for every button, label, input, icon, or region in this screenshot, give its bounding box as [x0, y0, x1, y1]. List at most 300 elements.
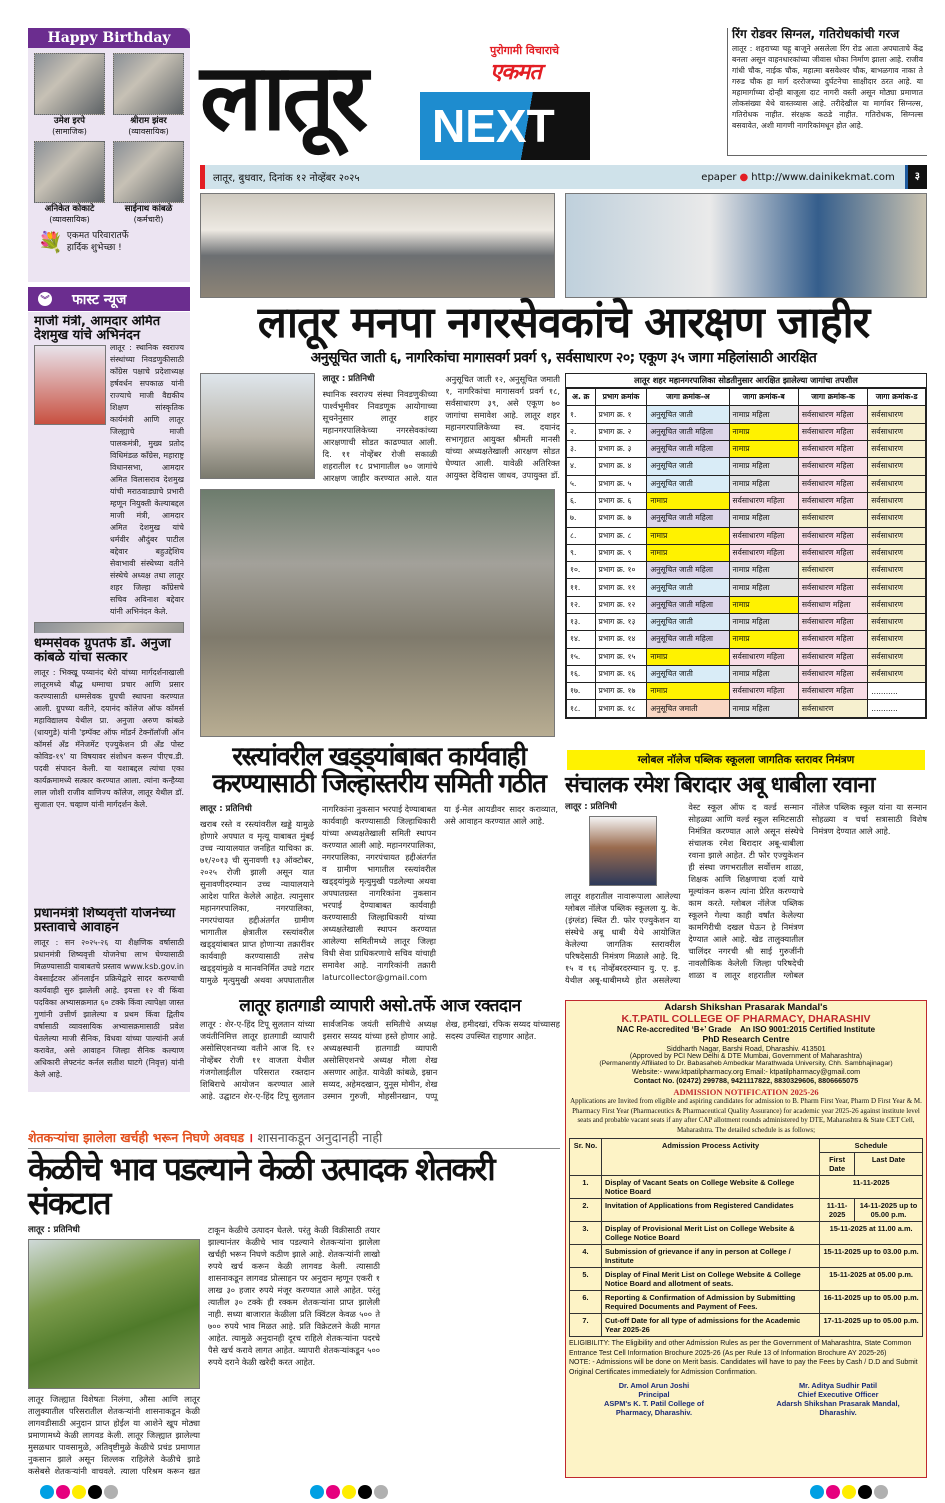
schedule-cell: 11-11-2025 [820, 1176, 923, 1199]
banana-body: लातूर जिल्ह्यात विशेषतः निलंगा, औसा आणि लातूर तालुक्यातील परिसरातील शेतकऱ्यांनी शासनाकडून केळी लागवडीसाठी अनुदान प्राप्त होईल या आशेने खूप मोठ्या प्रमाणामध्ये केळी लागवड केली. लातूर जिल्ह्यात झालेल्या मुसळधार पावसामुळे, अतिवृष्टीमुळे केळीचे प्रचंड प्रमाणात नुकसान झाले असून शिल्लक राहिलेले केळीचे झाडे कसेबसे शेतकऱ्यांनी वाचवले. त्याला परिश्रम करून खत टाकून केळीचे उत्पादन घेतले. परंतु केळी विक्रीसाठी तयार झाल्यानंतर केळीचे भाव पडल्याने शेतकऱ्यांना झालेला खर्चही भरून निघणे कठीण झाले आहे. शेतकऱ्यांनी लाखो रुपये खर्च करून केळी लागवड केली. त्यासाठी शासनाकडून लागवड प्रोत्साहन पर अनुदान म्हणून एकरी १ लाख ३० हजार रुपये मंजूर करण्यात आले आहेत. परंतु त्यातील ३० टक्के ही रक्कम शेतकऱ्यांना प्राप्त झालेली नाही. सध्या बाजारात केळीला प्रति क्विंटल केवळ ५०० ते ७०० रुपये भाव मिळत आहे. प्रति विक्रेटलने केळी मागत आहेत. त्यामुळे अनुदानही दूरच राहिले शेतकऱ्यांना पदरचे पैसे खर्च करावे लागत आहेत. व्यापारी शेतकऱ्यांकडून ५०० रुपये दराने केळी खरेदी करत आहेत. [28, 1225, 380, 1477]
table-row [570, 1291, 923, 1314]
activity-cell: Submission of grievance if any in person at College / Institute [602, 1245, 820, 1268]
registration-dot [326, 1485, 340, 1499]
masthead-title: लातूर [200, 44, 365, 151]
column-header: Last Date [854, 1153, 922, 1176]
ad-approved: (Approved by PCI New Delhi & DTE Mumbai, Government of Maharashtra) [629, 1053, 863, 1060]
table-cell: नामाप्र महिला [729, 458, 798, 475]
table-cell: अनुसूचित जाती महिला [647, 510, 729, 527]
table-cell: नामाप्र [647, 527, 729, 544]
table-cell: प्रभाग क्र. १५ [595, 648, 647, 665]
table-row [570, 1199, 923, 1222]
person-name: अनिकेत कोकाटे [44, 204, 95, 214]
activity-cell: Display of Vacant Seats on College Website & College Notice Board [602, 1176, 820, 1199]
table-row [567, 510, 926, 527]
table-cell: सर्वसाधारण महिला [798, 544, 867, 561]
person-name: श्रीराम झंवर [130, 116, 167, 126]
table-cell: सर्वसाधारण महिला [798, 475, 867, 492]
table-row [567, 544, 926, 561]
bouquet-icon: 💐 [38, 230, 63, 254]
registration-dot [310, 1485, 324, 1499]
table-cell: नामाप्र महिला [729, 562, 798, 579]
person-role: (व्यावसायिक) [128, 127, 169, 136]
table-cell: सर्वसाधारण [868, 527, 926, 544]
registration-dot [826, 1485, 840, 1499]
news-headline: धम्मसेवक ग्रुपतर्फे डॉ. अनुजा कांबळे यांचा सत्कार [34, 637, 171, 665]
ad-notice-title: ADMISSION NOTIFICATION 2025-26 [673, 1087, 819, 1097]
registration-dot [842, 1485, 856, 1499]
sr-cell: 3. [570, 1222, 602, 1245]
fast-news-item [34, 907, 184, 1081]
table-cell: सर्वसाधारण [798, 562, 867, 579]
sr-cell: 2. [570, 1199, 602, 1222]
table-row [567, 441, 926, 458]
table-cell: सर्वसाधारण [868, 510, 926, 527]
sr-cell: 6. [570, 1291, 602, 1314]
signature-line: Chief Executive Officer [797, 1390, 879, 1399]
table-cell: १४. [567, 631, 596, 648]
dateline-bar [200, 165, 927, 189]
page-number: ३ [905, 165, 927, 189]
table-cell: सर्वसाधारण [798, 700, 867, 717]
table-cell: सर्वसाधारण [798, 510, 867, 527]
news-body: लातूर : सन २०२५-२६ या शैक्षणिक वर्षासाठी प्रधानमंत्री शिष्यवृत्ती योजनेचा लाभ घेण्यासाठी मिळण्यासाठी याबाबतचे प्रस्ताव www.ksb.gov.in वेबसाईटवर ऑनलाईन प्रक्रियेद्वारे सादर करण्याची कार्यवाही सुरु झालेली आहे. इयत्ता १२ वी किंवा पदविका अभ्यासक्रमात ६० टक्के किंवा त्यापेक्षा जास्त गुणांनी उत्तीर्ण झालेल्या व प्रथम किंवा द्वितीय वर्षासाठी व्यावसायिक अभ्यासक्रमासाठी प्रवेश घेतलेल्या माजी सैनिक, विधवा यांच्या पाल्यांनी अर्ज करावेत, असे आवाहन जिल्हा सैनिक कल्याण अधिकारी लेफ्टनंट कर्नल सतीश घाटगे (निवृत्त) यांनी केले आहे. [34, 938, 184, 1080]
lead-article [200, 373, 560, 485]
birthday-person [113, 53, 184, 137]
signature-line: ASPM's K. T. Patil College of [604, 1399, 704, 1408]
table-cell: प्रभाग क्र. १२ [595, 596, 647, 613]
lead-column [200, 373, 560, 737]
table-row [567, 700, 926, 717]
table-cell: नामाप्र महिला [729, 665, 798, 682]
potholed-road-photo [200, 489, 555, 737]
person-photo [113, 141, 184, 203]
schedule-cell: 15-11-2025 up to 03.00 p.m. [820, 1245, 923, 1268]
table-cell: नामाप्र [647, 492, 729, 509]
table-cell: प्रभाग क्र. ४ [595, 458, 647, 475]
activity-cell: Cut-off Date for all type of admissions for the Academic Year 2025-26 [602, 1314, 820, 1337]
table-cell: प्रभाग क्र. १४ [595, 631, 647, 648]
table-cell: प्रभाग क्र. १३ [595, 614, 647, 631]
kicker-red: शेतकऱ्यांचा झालेला खर्चही भरून निघणे अवघड [28, 1130, 245, 1145]
table-cell: ७. [567, 510, 596, 527]
fast-news-item [34, 637, 184, 907]
news-headline: प्रधानमंत्री शिष्यवृत्ती योजनेच्या प्रस्तावाचे आवाहन [34, 907, 176, 935]
schedule-cell: 17-11-2025 up to 05.00 p.m. [820, 1314, 923, 1337]
next-text: NEXT [432, 100, 555, 152]
wish-line: एकमत परिवारातर्फे [66, 231, 129, 241]
brand-logo: एकमत [490, 60, 541, 85]
registration-dot [88, 1485, 102, 1499]
next-logo [420, 92, 590, 160]
birthday-person [34, 53, 105, 137]
person-name: साईनाथ कांबळे [124, 204, 173, 214]
table-row [567, 683, 926, 700]
table-cell: अनुसूचित जाती महिला [647, 596, 729, 613]
signature-line: Dr. Amol Arun Joshi [618, 1381, 690, 1390]
table-cell: सर्वसाधारण महिला [798, 406, 867, 423]
table-cell: १७. [567, 683, 596, 700]
top-story-body: लातूर : शहराच्या चहू बाजूने असलेला रिंग रोड आता अपघाताचे केंद्र बनला असून वाहनधारकांच्या जीवास धोका निर्माण झाला आहे. राजीव गांधी चौक, नाईक चौक, महात्मा बसवेश्वर चौक, बाभळगाव नाका ते गरुड चौक हा मार्ग दररोजच्या दुर्घटनेचा साक्षीदार ठरत आहे. या महामार्गाच्या दोन्ही बाजूला दाट नागरी वस्ती असून मोठ्या प्रमाणात लोकसंख्या येथे वास्तव्यास आहे. तरीदेखील या मार्गावर सिग्नल्स, गतिरोधक नाहीत. संरक्षक कठडे नाहीत. गतिरोधक, सिग्नल्स बसवावेत, अशी मागणी नागरिकांमधून होत आहे. [732, 43, 923, 130]
table-cell: सर्वसाधारण [868, 475, 926, 492]
person-name: उमेश इरपे [54, 116, 85, 126]
roads-section [200, 744, 558, 992]
fast-news-title: फास्ट न्यूज [72, 291, 127, 308]
table-cell: सर्वसाधारण [868, 631, 926, 648]
table-cell: अनुसूचित जाती [647, 614, 729, 631]
school-body: लातूर शहरातील नावारूपाला आलेल्या ग्लोबल नॉलेज पब्लिक स्कूलला यु. के. (इंग्लंड) स्थित टी. फोर एज्युकेशन या संस्थेचे अबू धाबी येथे आयोजित केलेल्या जागतिक स्तरावरील परिषदेसाठी निमंत्रण मिळाले आहे. दि. १५ व १६ नोव्हेंबरदरम्यान यु. ए. इ. येथील अबू-धाबीमध्ये होत असलेल्या वेस्ट स्कूल ऑफ द वर्ल्ड सन्मान सोहळ्या आणि वर्ल्ड स्कूल समिटसाठी निमंत्रित करण्यात आले असून संस्थेचे संचालक रमेश बिरादार अबू-धाबीला रवाना झाले आहेत. टी फोर एज्युकेशन ही संस्था जगभरातील सर्वोत्तम शाळा, शिक्षक आणि शिक्षणाचा दर्जा याचे मूल्यांकन करून त्यांना प्रेरित करण्याचे काम करते. ग्लोबल नॉलेज पब्लिक स्कूलने गेल्या काही वर्षांत केलेल्या कामगिरीची दखल घेऊन हे निमंत्रण देण्यात आले आहे. खेड तालुक्यातील चालिंदर नगरची श्री साई गुरुजींनी नावलौकिक केलेली जिल्हा परिषदेची शाळा व लातूर शहरातील ग्लोबल नॉलेज पब्लिक स्कूल यांना या सन्मान सोहळ्या व चर्चा सत्रासाठी विशेष निमंत्रण देण्यात आले आहे. [565, 802, 927, 986]
reservation-table [566, 388, 926, 718]
table-cell: प्रभाग क्र. १७ [595, 683, 647, 700]
table-cell: सर्वसाधारण महिला [798, 631, 867, 648]
table-cell: सर्वसाधारण [868, 562, 926, 579]
epaper-label: epaper [701, 171, 737, 183]
table-row [567, 596, 926, 613]
table-cell: प्रभाग क्र. ३ [595, 441, 647, 458]
fast-news-header [28, 287, 190, 311]
table-cell: नामाप्र [647, 544, 729, 561]
first-date-cell: 11-11-2025 [820, 1199, 855, 1222]
activity-cell: Invitation of Applications from Registered Candidates [602, 1199, 820, 1222]
table-cell: ९. [567, 544, 596, 561]
sr-cell: 1. [570, 1176, 602, 1199]
table-row [567, 492, 926, 509]
table-cell: १२. [567, 596, 596, 613]
meeting-photo [200, 193, 555, 298]
table-cell: सर्वसाधारण महिला [798, 579, 867, 596]
table-cell: प्रभाग क्र. १८ [595, 700, 647, 717]
table-cell: अनुसूचित जाती महिला [647, 423, 729, 440]
table-cell: सर्वसाधारण [868, 423, 926, 440]
column-header: जागा क्रमांक-अ [647, 389, 729, 406]
table-cell: सर्वसाधारण महिला [798, 665, 867, 682]
news-headline: माजी मंत्री, आमदार अमित देशमुख यांचे अभिनंदन [34, 315, 161, 343]
table-cell: अनुसूचित जाती [647, 458, 729, 475]
table-cell: सर्वसाधारण [868, 544, 926, 561]
banana-kicker [28, 1130, 560, 1149]
person-photo [34, 141, 105, 203]
blood-article: लातूर : शेर-ए-हिंद टिपू सुलतान यांच्या जयंतीनिमित्त लातूर हातगाडी व्यापारी असोसिएशनच्या वतीने आज दि. १२ नोव्हेंबर रोजी ११ वाजता येथील गंजगोलाईतील परिसरात रक्तदान शिबिराचे आयोजन करण्यात आले आहे. उद्घाटन शेर-ए-हिंद टिपू सुलतान सार्वजनिक जयंती समितीचे अध्यक्ष इसरार सय्यद यांच्या हस्ते होणार आहे. अध्यक्षस्थानी हातगाडी व्यापारी असोसिएशनचे अध्यक्ष मौला शेख असणार आहेत. यावेळी कांबळे, इम्रान सय्यद, अहेमदखान, युनूस मोमीन, शेख उस्मान गुरुजी, मोहसीनखान, पप्पू शेख, हमीदखां, रफिक सय्यद यांच्यासह सदस्य उपस्थित राहणार आहेत. [200, 1018, 560, 1101]
table-cell: नामाप्र [729, 631, 798, 648]
table-row [570, 1314, 923, 1337]
table-cell: प्रभाग क्र. ५ [595, 475, 647, 492]
sr-cell: 4. [570, 1245, 602, 1268]
table-cell: सर्वसाधारण [868, 441, 926, 458]
ad-org: Adarsh Shikshan Prasarak Mandal's [664, 1002, 828, 1013]
table-cell: नामाप्र [729, 441, 798, 458]
schedule-cell: 15-11-2025 at 11.00 a.m. [820, 1222, 923, 1245]
roads-headline: रस्त्यांवरील खड्ड्यांबाबत कार्यवाही करण्यासाठी जिल्हास्तरीय समिती गठीत [212, 742, 546, 800]
wish-line: हार्दिक शुभेच्छा ! [66, 243, 122, 253]
blood-headline: लातूर हातगाडी व्यापारी असो.तर्फे आज रक्तदान [239, 996, 521, 1016]
lead-headline: लातूर मनपा नगरसेवकांचे आरक्षण जाहीर [257, 298, 870, 348]
column-header: First Date [820, 1153, 855, 1176]
ad-phd: PhD Research Centre [702, 1034, 790, 1044]
school-article [565, 801, 927, 992]
table-cell: १३. [567, 614, 596, 631]
lead-section [200, 298, 927, 737]
signature-line: Dharashiv. [819, 1408, 857, 1417]
activity-cell: Display of Provisional Merit List on College Website & College Notice Board [602, 1222, 820, 1245]
table-cell: सर्वसाधारण महिला [798, 458, 867, 475]
table-cell: १०. [567, 562, 596, 579]
print-registration-marks [310, 1484, 390, 1503]
fast-news-item [34, 315, 184, 633]
column-header: Sr. No. [570, 1139, 602, 1176]
table-cell: ४. [567, 458, 596, 475]
director-photo [589, 816, 657, 886]
activity-cell: Reporting & Confirmation of Admission by Submitting Required Documents and Payment of Fees. [602, 1291, 820, 1314]
print-registration-marks [40, 1484, 120, 1503]
table-cell: सर्वसाधारण महिला [729, 544, 798, 561]
banana-article [28, 1224, 560, 1478]
birthday-person [113, 141, 184, 225]
registration-dot [374, 1485, 388, 1499]
table-cell: सर्वसाधारण महिला [798, 492, 867, 509]
person-role: (व्यावसायिक) [49, 215, 90, 224]
ceo-signature [753, 1381, 923, 1417]
table-cell: सर्वसाधाण महिला [798, 596, 867, 613]
byline: लातूर : प्रतिनिधी [200, 803, 252, 814]
table-row [570, 1222, 923, 1245]
table-cell: सर्वसाधारण [868, 406, 926, 423]
table-cell: नामाप्र महिला [729, 406, 798, 423]
roads-article [200, 803, 558, 992]
table-cell: नामाप्र [729, 423, 798, 440]
kicker-separator: । [248, 1130, 254, 1145]
registration-dot [342, 1485, 356, 1499]
table-row [567, 665, 926, 682]
table-cell: सर्वसाधारण [868, 596, 926, 613]
print-registration-marks [810, 1484, 890, 1503]
table-row [567, 614, 926, 631]
news-body: लातूर : स्थानिक स्वराज्य संस्थांच्या निवडणुकीसाठी काँग्रेस पक्षाचे प्रदेशाध्यक्ष हर्षवर्धन सपकाळ यांनी राज्याचे माजी वैद्यकीय शिक्षण सांस्कृतिक कार्यमंत्री आणि लातूर जिल्ह्याचे माजी पालकमंत्री, मुख्य प्रतोद विधिमंडळ काँग्रेस, महाराष्ट्र विधानसभा, आमदार अमित विलासराव देशमुख यांची मराठवाड्याचे प्रभारी म्हणून नियुक्ती केल्याबद्दल माजी मंत्री, आमदार अमित देशमुख यांचे धर्मवीर औदुंबर पाटील बद्देवार बहुउद्देशिय सेवाभावी संस्थेच्या वतीने संस्थेचे अध्यक्ष तथा लातूर शहर जिल्हा काँग्रेसचे सचिव अविनाश बद्देवार यांनी अभिनंदन केले. [110, 343, 184, 617]
byline: लातूर : प्रतिनिधी [565, 802, 617, 813]
principal-signature [569, 1381, 739, 1417]
registration-dot [358, 1485, 372, 1499]
signature-line: Pharmacy, Dharashiv. [615, 1408, 693, 1417]
birthday-title: Happy Birthday [28, 28, 190, 48]
roads-body: खराब रस्ते व रस्त्यांवरील खड्डे यामुळे होणारे अपघात व मृत्यू याबाबत मुंबई उच्च न्यायालयात जनहित याचिका क्र. ७१/२०१३ ची सुनावणी १३ ऑक्टोबर, २०२५ रोजी झाली असून यात सुनावणीदरम्यान उच्च न्यायालयाने आदेश पारित केलेले आहेत. त्यानुसार महानगरपालिका, नगरपालिका, नगरपंचायत हद्दीअंतर्गत ग्रामीण भागातील क्षेत्रातील रस्त्यांवरील खड्ड्यांबाबत प्राप्त होणाऱ्या तक्रारींवर कार्यवाही करण्यासाठी तसेच खड्ड्यांमुळे व मानवनिर्मित उघडे गटार यामुळे मृत्युमुखी अथवा अपघातातील नागरिकांना नुकसान भरपाई देण्याबाबत कार्यवाही करण्यासाठी जिल्हाधिकारी यांच्या अध्यक्षतेखाली समिती स्थापन करण्यात आली आहे. महानगरपालिका, नगरपालिका, नगरपंचायत हद्दीअंतर्गत व ग्रामीण भागातील रस्त्यांवरील खड्ड्यांमुळे मृत्युमुखी पडलेल्या अथवा अपघातग्रस्त नागरिकांना नुकसान भरपाई देण्याबाबत कार्यवाही करण्यासाठी जिल्हाधिकारी यांच्या अध्यक्षतेखाली स्थापन करण्यात आलेल्या समितीमध्ये लातूर जिल्हा विधी सेवा प्राधिकरणाचे सचिव यांचाही समावेश आहे. नागरिकांनी तक्रारी laturcollector@gmail.com या ई-मेल आयडीवर सादर कराव्यात, असे आवाहन करण्यात आले आहे. [200, 803, 558, 985]
table-row [567, 562, 926, 579]
birthday-person [34, 141, 105, 225]
kicker-grey: शासनाकडून अनुदानही नाही [257, 1130, 383, 1145]
table-cell: सर्वसाधारण [868, 665, 926, 682]
table-cell: १८. [567, 700, 596, 717]
ad-note: NOTE: - Admissions will be done on Merit basis. Candidates will have to pay the Fees by Cash / D.D and Submit Original Certificates immediately for Admission Confirmation. [569, 1359, 918, 1376]
registration-dot [56, 1485, 70, 1499]
table-cell: ८. [567, 527, 596, 544]
table-row [570, 1245, 923, 1268]
table-cell: अनुसूचित जाती [647, 579, 729, 596]
ad-eligibility: ELIGIBILITY: The Eligibility and other Admission Rules as per the Government of Maharashtra, State Common Entrance Test Cell Information Brochure 2025-26 (As per Rule 13 of Information Brochure AY 2025-26) [569, 1340, 912, 1357]
person-photo [34, 53, 105, 115]
table-cell: सर्वसाधारण महिला [798, 683, 867, 700]
reservation-table-title: लातूर शहर महानगरपालिका सोडतीनुसार आरक्षित झालेल्या जागांचा तपशील [566, 374, 926, 388]
banana-headline: केळीचे भाव पडल्याने केळी उत्पादक शेतकरी संकटात [28, 1150, 494, 1222]
column-header: जागा क्रमांक-ड [868, 389, 926, 406]
table-header-row [567, 389, 926, 406]
table-cell: ३. [567, 441, 596, 458]
table-cell: ५. [567, 475, 596, 492]
table-cell: नामाप्र महिला [729, 700, 798, 717]
table-cell: नामाप्र महिला [729, 510, 798, 527]
sr-cell: 5. [570, 1268, 602, 1291]
table-cell: सर्वसाधारण महिला [729, 492, 798, 509]
byline: लातूर : प्रतिनिधी [322, 374, 375, 385]
ad-affiliated: (Permanently Affiliated to Dr. Babasaheb Ambedkar Marathwada University, Chh. Sambhajinagar) [599, 1060, 893, 1067]
table-cell: नामाप्र महिला [729, 475, 798, 492]
table-cell: सर्वसाधारण महिला [729, 648, 798, 665]
table-cell: सर्वसाधारण [868, 458, 926, 475]
person-role: (कर्मचारी) [133, 215, 164, 224]
table-cell: १६. [567, 665, 596, 682]
table-row [570, 1176, 923, 1199]
municipal-building-photo [200, 373, 315, 479]
table-row [567, 527, 926, 544]
table-cell: ११. [567, 579, 596, 596]
fast-news-list [28, 312, 190, 1092]
top-story-headline: रिंग रोडवर सिग्नल, गतिरोधकांची गरज [732, 27, 900, 41]
ad-contact: Contact No. (02472) 299788, 9421117822, 8830329606, 8806665075 [633, 1076, 859, 1085]
table-cell: ........... [868, 700, 926, 717]
table-cell: नामाप्र महिला [729, 614, 798, 631]
table-cell: सर्वसाधारण महिला [729, 683, 798, 700]
table-cell: सर्वसाधारण [868, 579, 926, 596]
banana-section [28, 1130, 560, 1478]
table-cell: सर्वसाधारण महिला [729, 527, 798, 544]
table-cell: अनुसूचित जाती महिला [647, 562, 729, 579]
lottery-draw-photo [565, 193, 927, 298]
table-cell: प्रभाग क्र. २ [595, 423, 647, 440]
registration-dot [810, 1485, 824, 1499]
table-cell: नामाप्र [647, 683, 729, 700]
table-cell: प्रभाग क्र. १० [595, 562, 647, 579]
column-header: अ. क्र [567, 389, 596, 406]
table-cell: प्रभाग क्र. ७ [595, 510, 647, 527]
person-photo [113, 53, 184, 115]
column-header: Admission Process Activity [602, 1139, 820, 1176]
table-row [567, 458, 926, 475]
lead-subhead: अनुसूचित जाती ६, नागरिकांचा मागासवर्ग प्रवर्ग ९, सर्वसाधारण २०; एकूण ३५ जागा महिलांसाठी आरक्षित [310, 350, 817, 367]
college-admission-ad [565, 1000, 927, 1478]
table-cell: १. [567, 406, 596, 423]
byline: लातूर : प्रतिनिधी [28, 1225, 80, 1236]
news-body: लातूर : भिक्खू पय्यानंद थेरो यांच्या मार्गदर्शनाखाली लातूरमध्ये बौद्ध धम्माचा प्रचार आणि प्रसार करण्यासाठी धम्मसेवक ग्रुपची स्थापना करण्यात आली. ग्रुपच्या वतीने, दयानंद कॉलेज ऑफ कॉमर्स महाविद्यालय येथील प्रा. अनुजा अरुण कांबळे (धायगुडे) यांनी 'इम्पॅक्ट ऑफ मॉडर्न टेक्नॉलॉजी ऑन कॉमर्स अँड मॅनेजमेंट एज्युकेशन प्री अँड पोस्ट कोविड-१९' या विषयावर संशोधन करून पीएच.डी. पदवी संपादन केली. या यशाबद्दल त्यांचा एका कार्यक्रमामध्ये सत्कार करण्यात आला. त्यांना कन्हैय्या लाल जोशी राजीव वाणिज्य कॉलेज, लातूर येथील डॉ. सुजाता एन. चव्हाण यांनी मार्गदर्शन केले. [34, 668, 184, 810]
blood-section [200, 998, 560, 1110]
table-cell: प्रभाग क्र. ११ [595, 579, 647, 596]
registration-dot [858, 1485, 872, 1499]
signature-line: Adarsh Shikshan Prasarak Mandal, [776, 1399, 900, 1408]
table-cell: प्रभाग क्र. ८ [595, 527, 647, 544]
signature-line: Principal [638, 1390, 670, 1399]
chevron-down-icon: ︾ [38, 292, 52, 306]
table-row [567, 648, 926, 665]
table-row [570, 1268, 923, 1291]
registration-dot [104, 1485, 118, 1499]
ad-college: K.T.PATIL COLLEGE OF PHARMACY, DHARASHIV [621, 1013, 871, 1025]
ad-website[interactable]: Website:- www.ktpatilpharmacy.org Email:- ktpatilpharmacy@gmail.com [631, 1067, 861, 1076]
signature-line: Mr. Aditya Sudhir Patil [798, 1381, 878, 1390]
sr-cell: 7. [570, 1314, 602, 1337]
portrait-photo [34, 345, 106, 425]
table-cell: अनुसूचित जाती महिला [647, 441, 729, 458]
registration-dot [40, 1485, 54, 1499]
registration-dot [874, 1485, 888, 1499]
birthday-box [28, 28, 190, 282]
last-date-cell: 14-11-2025 up to 05.00 p.m. [854, 1199, 922, 1222]
table-cell: प्रभाग क्र. ९ [595, 544, 647, 561]
table-cell: सर्वसाधारण महिला [798, 614, 867, 631]
activity-cell: Display of Final Merit List on College Website & College Notice Board and allotment of seats. [602, 1268, 820, 1291]
table-row [567, 579, 926, 596]
table-row [567, 406, 926, 423]
table-cell: अनुसूचित जमाती [647, 700, 729, 717]
table-cell: सर्वसाधारण महिला [798, 648, 867, 665]
table-cell: नामाप्र महिला [729, 579, 798, 596]
lead-body: स्थानिक स्वराज्य संस्था निवडणुकीच्या पार्श्वभूमीवर निवडणूक आयोगाच्या सूचनेनुसार लातूर शहर महानगरपालिकेच्या नगरसेवकांच्या आरक्षणाची सोडत काढण्यात आली. दि. ११ नोव्हेंबर रोजी सकाळी शहरातील १८ प्रभागातील ७० जागांचे आरक्षण जाहीर करण्यात आले. यात अनुसूचित जाती १२, अनुसूचित जमाती १, नागरिकांचा मागासवर्ग प्रवर्ग १८, सर्वसाधारण ३९, असे एकूण ७० जागांचा समावेश आहे. लातूर शहर महानगरपालिकेच्या स्व. दयानंद सभागृहात आयुक्त श्रीमती मानसी यांच्या अध्यक्षतेखाली आरक्षण सोडत घेण्यात आली. यावेळी अतिरिक्त आयुक्त देविदास जाधव, उपायुक्त डॉ. [322, 374, 560, 484]
banana-plantation-photo [28, 1239, 200, 1389]
registration-dot [72, 1485, 86, 1499]
table-cell: नामाप्र [647, 648, 729, 665]
table-cell: अनुसूचित जाती [647, 406, 729, 423]
table-cell: सर्वसाधारण महिला [798, 441, 867, 458]
admission-schedule-table [569, 1138, 923, 1337]
table-cell: नामाप्र [729, 596, 798, 613]
table-row [567, 631, 926, 648]
ad-intro: Applications are Invited from eligible and aspiring candidates for admission to B. Pharm First Year, Pharm D First Year & M. Pharmacy First Year (Pharmaceutics & Pharmaceutical Quality Assurance) for academic year 2025-26 against institute level seats and probable vacant seats if any after CAP allotment rounds administered by DTE, Maharashtra & State CET Cell, Maharashtra. The detailed schedule is as follows; [570, 1097, 922, 1134]
table-cell: सर्वसाधारण [868, 492, 926, 509]
schedule-cell: 15-11-2025 at 05.00 p.m. [820, 1268, 923, 1291]
birthday-grid [28, 48, 190, 230]
table-row [567, 475, 926, 492]
globe-icon: ● [739, 171, 749, 183]
table-cell: सर्वसाधारण महिला [798, 527, 867, 544]
table-cell: अनुसूचित जाती [647, 665, 729, 682]
top-story [727, 28, 927, 156]
website-link[interactable]: http://www.dainikekmat.com [751, 171, 895, 183]
column-header: जागा क्रमांक-ब [729, 389, 798, 406]
school-banner: ग्लोबल नॉलेज पब्लिक स्कूलला जागतिक स्तरावर निमंत्रण [567, 750, 925, 770]
table-cell: प्रभाग क्र. १ [595, 406, 647, 423]
table-cell: सर्वसाधारण महिला [798, 423, 867, 440]
table-cell: २. [567, 423, 596, 440]
schedule-cell: 16-11-2025 up to 05.00 p.m. [820, 1291, 923, 1314]
column-header: Schedule [820, 1139, 923, 1153]
table-cell: ........... [868, 683, 926, 700]
table-cell: सर्वसाधारण [868, 648, 926, 665]
column-header: जागा क्रमांक-क [798, 389, 867, 406]
ad-accreditation: NAC Re-accredited ‘B+’ Grade An ISO 9001:2015 Certified Institute [616, 1025, 876, 1034]
table-cell: १५. [567, 648, 596, 665]
table-cell: ६. [567, 492, 596, 509]
table-cell: सर्वसाधारण [868, 614, 926, 631]
felicitation-photo [34, 622, 184, 633]
school-section [565, 750, 927, 992]
table-cell: अनुसूचित जाती महिला [647, 631, 729, 648]
column-header: प्रभाग क्रमांक [595, 389, 647, 406]
table-cell: प्रभाग क्र. ६ [595, 492, 647, 509]
school-headline: संचालक रमेश बिरादार अबू धाबीला रवाना [565, 773, 875, 798]
dateline-text: लातूर, बुधवार, दिनांक १२ नोव्हेंबर २०२५ [213, 173, 360, 184]
table-cell: अनुसूचित जाती [647, 475, 729, 492]
reservation-table-box [565, 373, 927, 719]
table-row [567, 423, 926, 440]
ad-address: Siddharth Nagar, Barshi Road, Dharashiv. 413501 [666, 1044, 826, 1053]
table-cell: प्रभाग क्र. १६ [595, 665, 647, 682]
person-role: (सामाजिक) [52, 127, 87, 136]
brand-tagline: पुरोगामी विचाराचे [490, 44, 560, 57]
